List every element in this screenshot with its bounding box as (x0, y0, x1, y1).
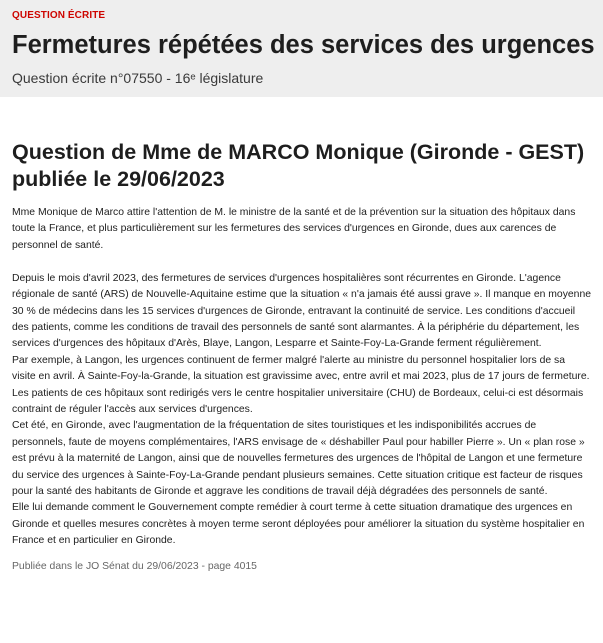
category-label: QUESTION ÉCRITE (12, 10, 106, 21)
page-header (0, 0, 603, 97)
question-paragraph: Depuis le mois d'avril 2023, des fermetures de services d'urgences hospitalières sont récurrentes en Gironde. L'agence régionale de santé (ARS) de Nouvelle-Aquitaine estime que la situation « n'a jamais été aussi grave ». Il manque en moyenne 30 % de médecins dans les 15 services d'urgences de Gironde, entravant la continuité de service. Les conditions d'accueil des patients, comme les conditions de travail des personnels de santé sont alarmantes. À la périphérie du département, les services d'urgences des hôpitaux d'Arès, Blaye, Langon, Lesparre et Sainte-Foy-La-Grande ferment régulièrement. (12, 272, 592, 350)
question-paragraph: Par exemple, à Langon, les urgences continuent de fermer malgré l'alerte au ministre du personnel hospitalier lors de sa visite en avril. À Sainte-Foy-la-Grande, la situation est gravissime avec, entre avril et mai 2023, plus de 17 jours de fermeture. Les patients de ces hôpitaux sont redirigés vers le centre hospitalier universitaire (CHU) de Bordeaux, celui-ci est désormais contraint de réguler l'accès aux services d'urgences. (12, 354, 590, 415)
question-content (0, 139, 603, 574)
question-paragraph: Cet été, en Gironde, avec l'augmentation de la fréquentation de sites touristiques et les indisponibilités accrues de personnels, faute de moyens complémentaires, l'ARS envisage de « déshabiller Paul pour habiller Pierre ». Un « plan rose » est prévu à la maternité de Langon, ainsi que de nouvelles fermetures des urgences de l'hôpital de Langon et une fermeture du service des urgences à Sainte-Foy-La-Grande pendant plusieurs semaines. Cette situation critique est facteur de risques pour la santé des habitants de Gironde et aggrave les conditions de travail déjà dégradées des personnels de santé. (12, 420, 585, 497)
question-paragraph: Mme Monique de Marco attire l'attention de M. le ministre de la santé et de la prévention sur la situation des hôpitaux dans toute la France, et plus particulièrement sur les fermetures des services d'urgences en Gironde, dues aux carences de personnel de santé. (12, 207, 576, 251)
question-reference: Question écrite n°07550 - 16ᵉ législature (12, 70, 264, 86)
page-title: Fermetures répétées des services des urgences (12, 31, 595, 59)
question-body (12, 205, 591, 550)
question-paragraph: Elle lui demande comment le Gouvernement compte remédier à court terme à cette situation dramatique des urgences en Gironde et quelles mesures concrètes à moyen terme seront déployées pour améliorer la situation du système hospitalier en France et en particulier en Gironde. (12, 502, 585, 547)
question-title: Question de Mme de MARCO Monique (Gironde - GEST) publiée le 29/06/2023 (12, 140, 585, 191)
publication-info: Publiée dans le JO Sénat du 29/06/2023 - page 4015 (12, 560, 257, 572)
